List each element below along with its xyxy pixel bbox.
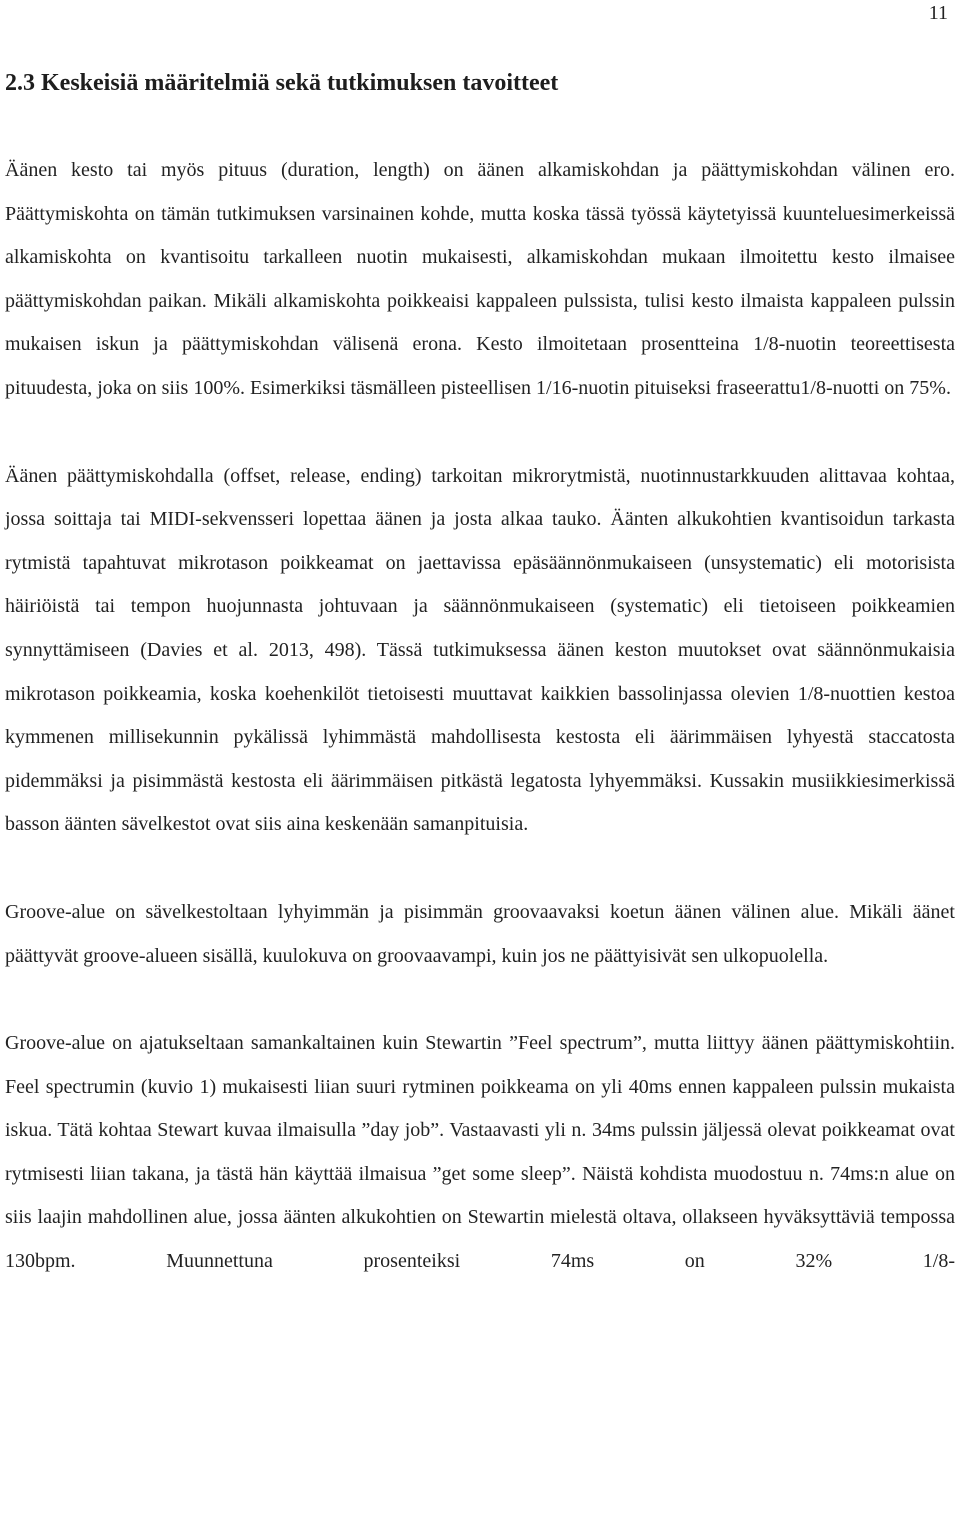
paragraph-offset-definition: Äänen päättymiskohdalla (offset, release, ending) tarkoitan mikrorytmistä, nuotinnustarkkuuden alittavaa kohtaa, jossa soittaja tai MIDI-sekvensseri lopettaa äänen ja josta alkaa tauko. Äänten alkukohtien kvantisoidun tarkasta rytmistä tapahtuvat mikrotason poikkeamat on jaettavissa epäsäännönmukaiseen (unsystematic) eli motorisista häiriöistä tai tempon huojunnasta johtuvaan ja säännönmukaiseen (systematic) eli tietoiseen poikkeamien synnyttämiseen (Davies et al. 2013, 498). Tässä tutkimuksessa äänen keston muutokset ovat säännönmukaisia mikrotason poikkeamia, koska koehenkilöt tietoisesti muuttavat kaikkien bassolinjassa olevien 1/8-nuottien kestoa kymmenen millisekunnin pykälissä lyhimmästä mahdollisesta kestosta eli äärimmäisen lyhyestä staccatosta pidemmäksi ja pisimmästä kestosta eli äärimmäisen pitkästä legatosta lyhyemmäksi. Kussakin musiikkiesimerkissä basson äänten sävelkestot ovat siis aina keskenään samanpituisia. [5,464,955,836]
paragraph-groove-area: Groove-alue on sävelkestoltaan lyhyimmän ja pisimmän groovaavaksi koetun äänen välinen alue. Mikäli äänet päättyvät groove-alueen sisällä, kuulokuva on groovaavampi, kuin jos ne päättyisivät sen ulkopuolella. [5,900,955,967]
section-heading: 2.3 Keskeisiä määritelmiä sekä tutkimuksen tavoitteet [5,70,559,96]
paragraph-duration-definition: Äänen kesto tai myös pituus (duration, length) on äänen alkamiskohdan ja päättymiskohdan välinen ero. Päättymiskohta on tämän tutkimuksen varsinainen kohde, mutta koska tässä työssä käytetyissä kuunteluesimerkeissä alkamiskohta on kvantisoitu tarkalleen nuotin mukaisesti, alkamiskohdan mukaan ilmoitettu kesto ilmaisee päättymiskohdan paikan. Mikäli alkamiskohta poikkeaisi kappaleen pulssista, tulisi kesto ilmaista kappaleen pulssin mukaisen iskun ja päättymiskohdan välisenä erona. Kesto ilmoitetaan prosentteina 1/8-nuotin teoreettisesta pituudesta, joka on siis 100%. Esimerkiksi täsmälleen pisteellisen 1/16-nuotin pituiseksi fraseerattu1/8-nuotti on 75%. [5,159,955,399]
page-number: 11 [928,2,948,24]
document-body [5,64,955,1284]
paragraph-feel-spectrum: Groove-alue on ajatukseltaan samankaltainen kuin Stewartin ”Feel spectrum”, mutta liittyy äänen päättymiskohtiin. Feel spectrumin (kuvio 1) mukaisesti liian suuri rytminen poikkeama on yli 40ms ennen kappaleen pulssin mukaista iskua. Tätä kohtaa Stewart kuvaa ilmaisulla ”day job”. Vastaavasti yli n. 34ms pulssin jäljessä olevat poikkeamat ovat rytmisesti liian takana, ja tästä hän käyttää ilmaisua ”get some sleep”. Näistä kohdista muodostuu n. 74ms:n alue on siis laajin mahdollinen alue, jossa äänten alkukohtien on Stewartin mielestä oltava, ollakseen hyväksyttäviä tempossa 130bpm. Muunnettuna prosenteiksi 74ms on 32% 1/8- [5,1032,955,1273]
